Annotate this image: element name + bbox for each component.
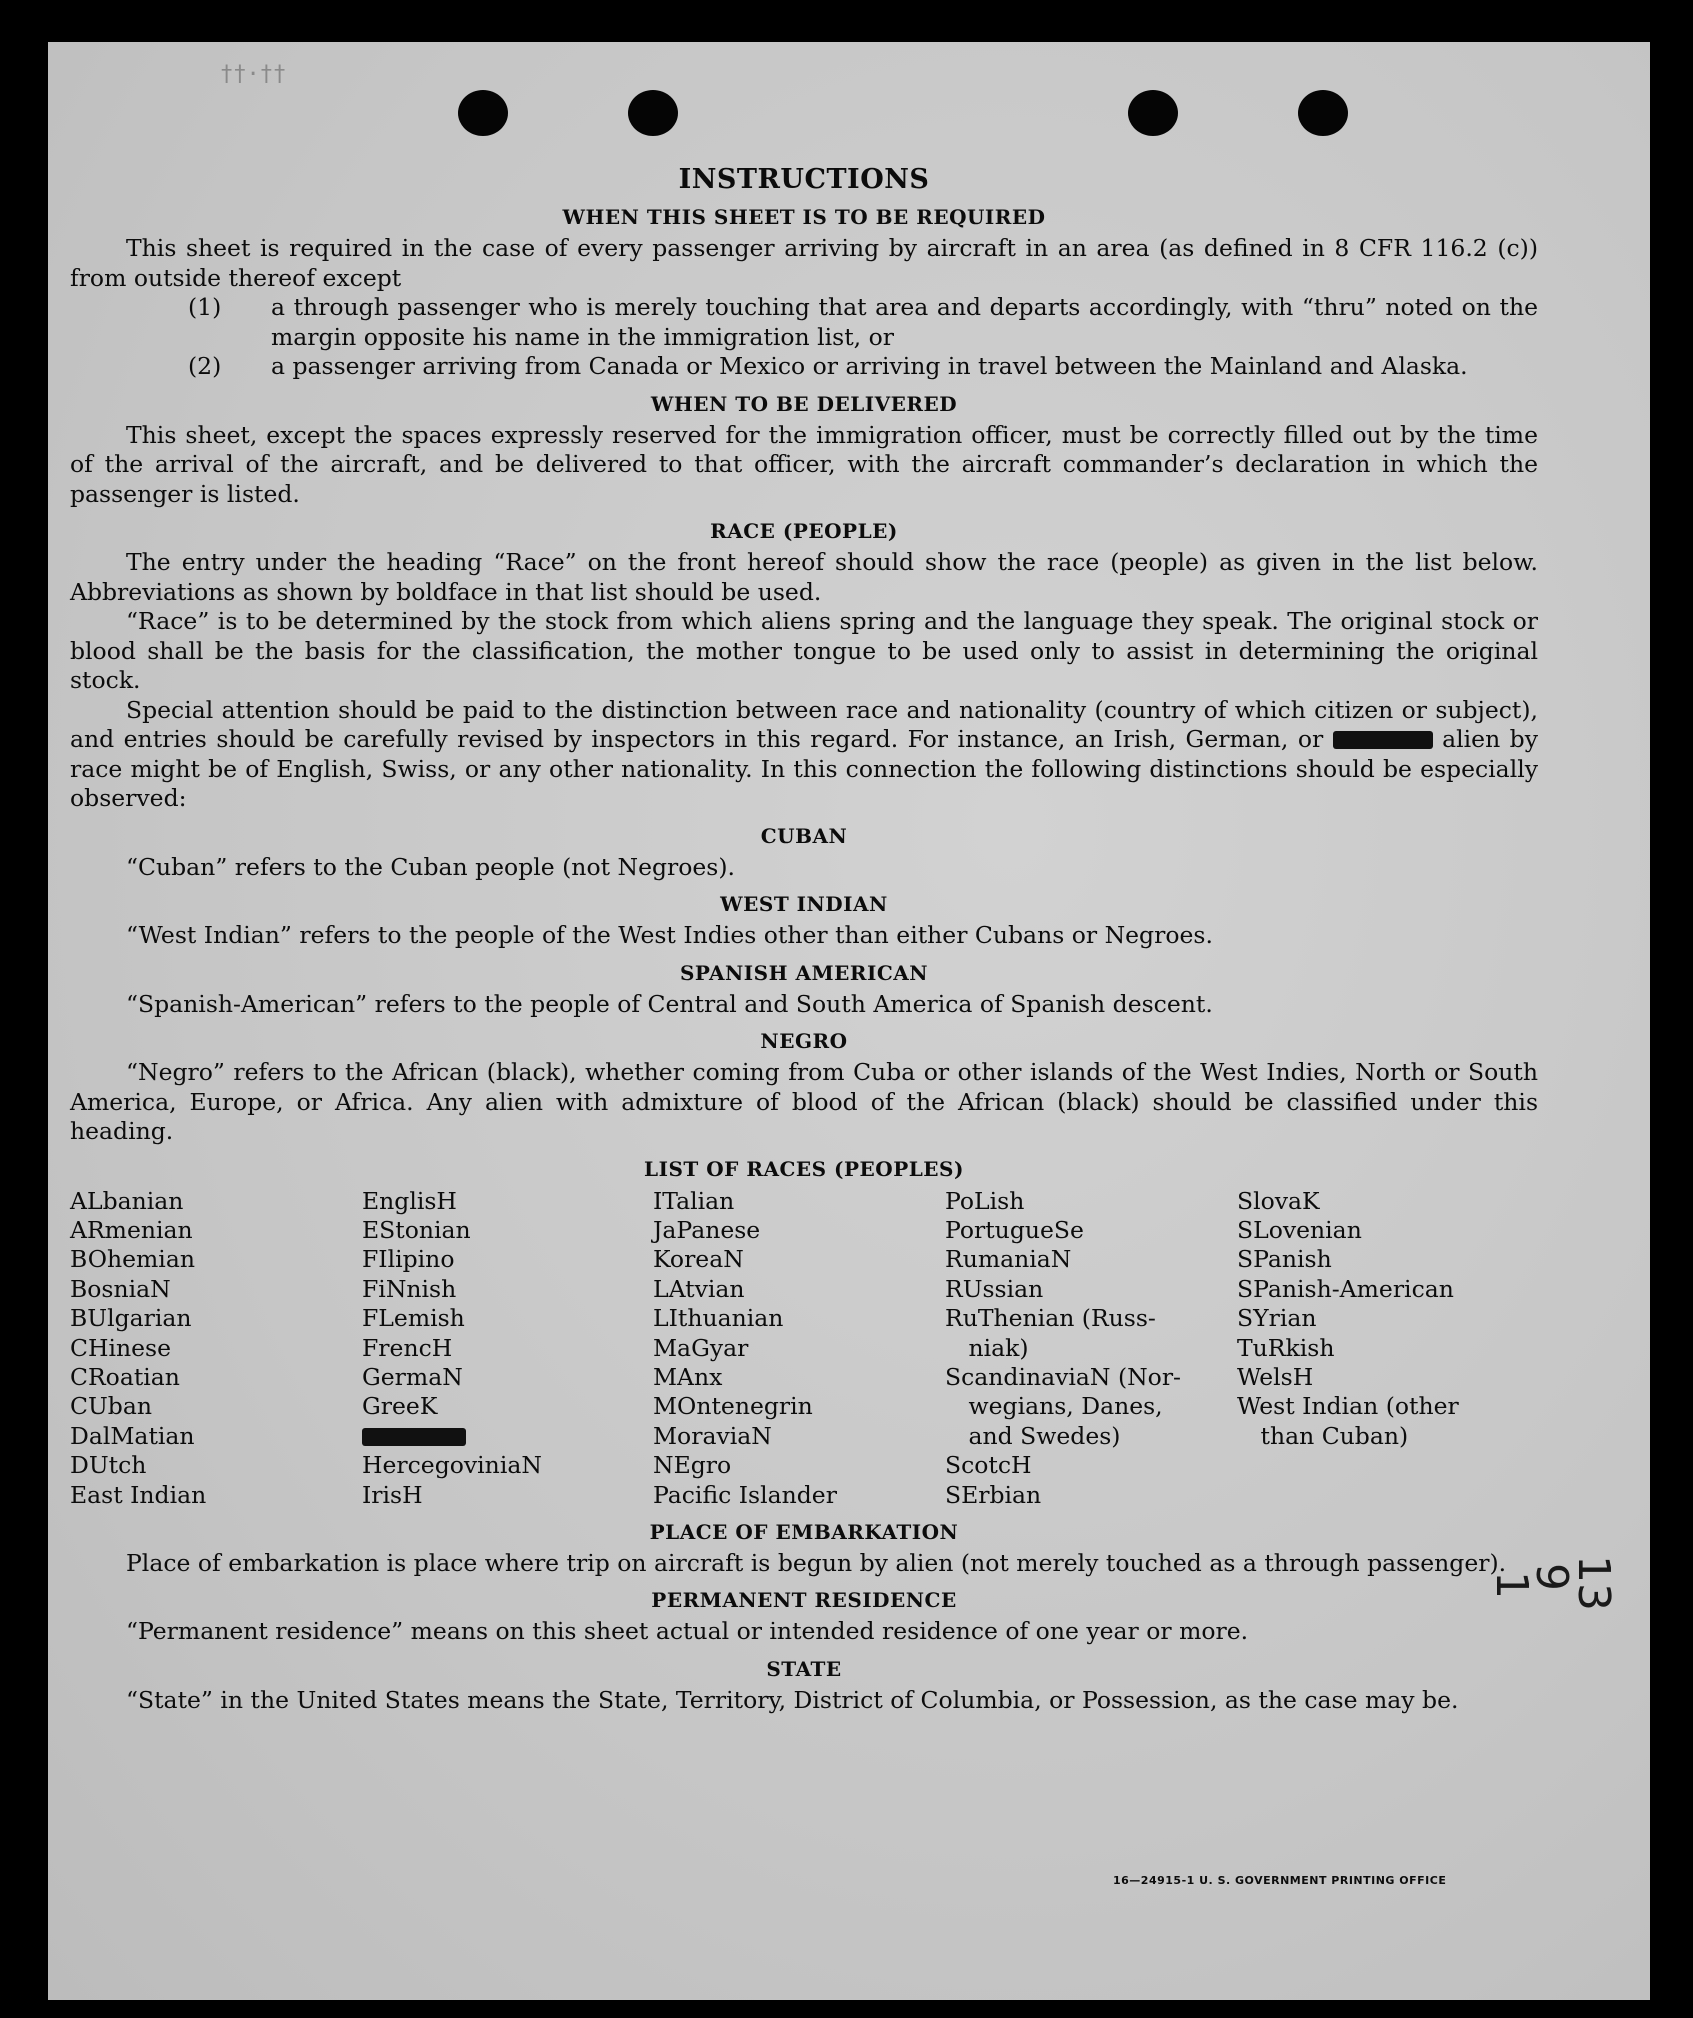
race-entry: Pacific Islander (653, 1480, 837, 1509)
heading-embarkation: PLACE OF EMBARKATION (649, 1519, 959, 1544)
race-entry: SlovaK (1237, 1186, 1320, 1215)
race-entry: SPanish (1237, 1245, 1332, 1274)
spanish-american-text: “Spanish-American” refers to the people of Central and South America of Spanish descent. (126, 989, 1213, 1018)
race-paragraph-3-start: Special attention should be paid to the distinction between race and nationality (country of which citizen or subject), and entries should be carefully revised by inspectors in this regard. For instance, an Irish, German, or (70, 695, 1538, 753)
race-entry: WelsH (1237, 1362, 1314, 1391)
exception-item-2 (188, 352, 1538, 382)
handwritten-number: 9 (1526, 1563, 1577, 1591)
race-entry: SErbian (945, 1480, 1042, 1509)
heading-west-indian: WEST INDIAN (720, 892, 888, 916)
race-entry: SYrian (1237, 1304, 1317, 1333)
punch-hole (1298, 90, 1348, 136)
race-entry: FIlipino (362, 1245, 455, 1274)
race-entry: NEgro (653, 1451, 732, 1480)
item-text: a passenger arriving from Canada or Mexico or arriving in travel between the Mainland and Alaska. (271, 352, 1468, 380)
west-indian-text: “West Indian” refers to the people of the West Indies other than either Cubans or Negroes. (126, 921, 1213, 949)
permanent-residence-text: “Permanent residence” means on this sheet actual or intended residence of one year or more. (126, 1617, 1249, 1646)
race-entry: GreeK (362, 1392, 438, 1421)
race-paragraph-2: “Race” is to be determined by the stock from which aliens spring and the language they speak. The original stock or blood shall be the basis for the classification, the mother tongue to be used only to assist in determining the original stock. (70, 607, 1538, 694)
race-entry: ALbanian (70, 1186, 184, 1215)
heading-state: STATE (766, 1656, 842, 1681)
race-entry: IrisH (362, 1480, 423, 1509)
race-entry: ARmenian (70, 1215, 193, 1244)
exception-item-1 (188, 293, 1538, 352)
races-column-3 (653, 1187, 945, 1510)
instructions-content (70, 164, 1538, 1715)
handwritten-number: 13 (1568, 1555, 1619, 1611)
race-entry: RumaniaN (945, 1245, 1072, 1274)
race-entry: ScotcH (945, 1451, 1032, 1480)
race-entry: CHinese (70, 1333, 171, 1362)
race-entry: FrencH (362, 1333, 453, 1362)
race-entry: EStonian (362, 1215, 471, 1244)
heading-when-required: WHEN THIS SHEET IS TO BE REQUIRED (562, 205, 1046, 229)
item-number: (2) (188, 352, 222, 380)
race-entry: BUlgarian (70, 1304, 192, 1333)
race-entry: RUssian (945, 1274, 1044, 1303)
race-entry: and Swedes) (945, 1421, 1121, 1450)
race-entry: HercegoviniaN (362, 1451, 542, 1480)
races-column-4 (945, 1187, 1237, 1510)
race-entry: MOntenegrin (653, 1392, 813, 1421)
heading-list-of-races: LIST OF RACES (PEOPLES) (644, 1156, 964, 1181)
punch-hole (628, 90, 678, 136)
races-column-1 (70, 1187, 362, 1510)
when-delivered-text: This sheet, except the spaces expressly reserved for the immigration officer, must be correctly filled out by the time of the arrival of the aircraft, and be delivered to that officer, with the aircraft commander’s declaration in which the passenger is listed. (70, 420, 1538, 508)
race-entry: CRoatian (70, 1362, 180, 1391)
heading-when-delivered: WHEN TO BE DELIVERED (650, 391, 958, 416)
race-entry: MAnx (653, 1362, 723, 1391)
embarkation-text: Place of embarkation is place where trip on aircraft is begun by alien (not merely touched as a through passenger). (126, 1548, 1507, 1577)
item-text: a through passenger who is merely touching that area and departs accordingly, with “thru” noted on the margin opposite his name in the immigration list, or (271, 293, 1538, 351)
page-title: INSTRUCTIONS (678, 164, 930, 195)
races-list (70, 1187, 1538, 1510)
race-entry: FiNnish (362, 1274, 457, 1303)
race-entry: PoLish (945, 1186, 1025, 1215)
race-entry: MaGyar (653, 1333, 749, 1362)
redacted-race-entry (362, 1422, 653, 1451)
race-entry: DalMatian (70, 1421, 195, 1450)
item-number: (1) (188, 293, 222, 321)
race-entry: KoreaN (653, 1245, 744, 1274)
race-entry: niak) (945, 1333, 1029, 1362)
race-entry: TuRkish (1237, 1333, 1335, 1362)
race-entry: DUtch (70, 1451, 147, 1480)
race-entry: LIthuanian (653, 1304, 784, 1333)
punch-hole (458, 90, 508, 136)
race-entry: SLovenian (1237, 1215, 1362, 1244)
printing-office-imprint: 16—24915-1 U. S. GOVERNMENT PRINTING OFFICE (1113, 1874, 1447, 1887)
redaction-mark (362, 1428, 466, 1446)
heading-permanent-residence: PERMANENT RESIDENCE (651, 1588, 957, 1613)
redaction-mark (1333, 731, 1433, 749)
race-entry: GermaN (362, 1362, 463, 1391)
races-column-5 (1237, 1187, 1538, 1510)
race-entry: JaPanese (653, 1215, 761, 1244)
document-page (48, 42, 1650, 2000)
race-entry: than Cuban) (1237, 1421, 1409, 1450)
race-entry: ITalian (653, 1186, 735, 1215)
race-entry: West Indian (other (1237, 1392, 1459, 1421)
heading-race: RACE (PEOPLE) (710, 519, 898, 543)
race-paragraph-3 (70, 696, 1538, 814)
races-column-2 (362, 1187, 653, 1510)
race-entry: SPanish-American (1237, 1274, 1454, 1303)
faded-stamp: ††·†† (220, 62, 287, 87)
race-entry: ScandinaviaN (Nor- (945, 1362, 1181, 1391)
race-entry: BosniaN (70, 1274, 171, 1303)
heading-negro: NEGRO (760, 1029, 848, 1053)
race-entry: FLemish (362, 1304, 465, 1333)
race-entry: BOhemian (70, 1245, 195, 1274)
race-entry: PortugueSe (945, 1215, 1084, 1244)
race-entry: CUban (70, 1392, 152, 1421)
race-entry: EnglisH (362, 1186, 457, 1215)
handwritten-number: 1 (1486, 1571, 1537, 1599)
cuban-text: “Cuban” refers to the Cuban people (not Negroes). (126, 852, 736, 881)
race-paragraph-3-end: alien by race might be of English, Swiss, or any other nationality. In this connection the following distinctions should be especially observed: (70, 725, 1538, 812)
punch-hole (1128, 90, 1178, 136)
race-entry: MoraviaN (653, 1421, 772, 1450)
race-entry: East Indian (70, 1480, 207, 1509)
handwritten-margin-note (1486, 1542, 1619, 1662)
race-entry: LAtvian (653, 1274, 745, 1303)
negro-text: “Negro” refers to the African (black), whether coming from Cuba or other islands of the West Indies, North or South America, Europe, or Africa. Any alien with admixture of blood of the African (black) should be classified under this heading. (70, 1058, 1538, 1145)
race-paragraph-1: The entry under the heading “Race” on the front hereof should show the race (people) as given in the list below. Abbreviations as shown by boldface in that list should be used. (70, 548, 1538, 606)
heading-spanish-american: SPANISH AMERICAN (679, 960, 929, 985)
when-required-intro: This sheet is required in the case of every passenger arriving by aircraft in an area (as defined in 8 CFR 116.2 (c)) from outside thereof except (70, 234, 1538, 292)
race-entry: wegians, Danes, (945, 1392, 1163, 1421)
heading-cuban: CUBAN (760, 823, 848, 848)
state-text: “State” in the United States means the State, Territory, District of Columbia, or Possession, as the case may be. (126, 1685, 1459, 1714)
race-entry: RuThenian (Russ- (945, 1304, 1156, 1333)
